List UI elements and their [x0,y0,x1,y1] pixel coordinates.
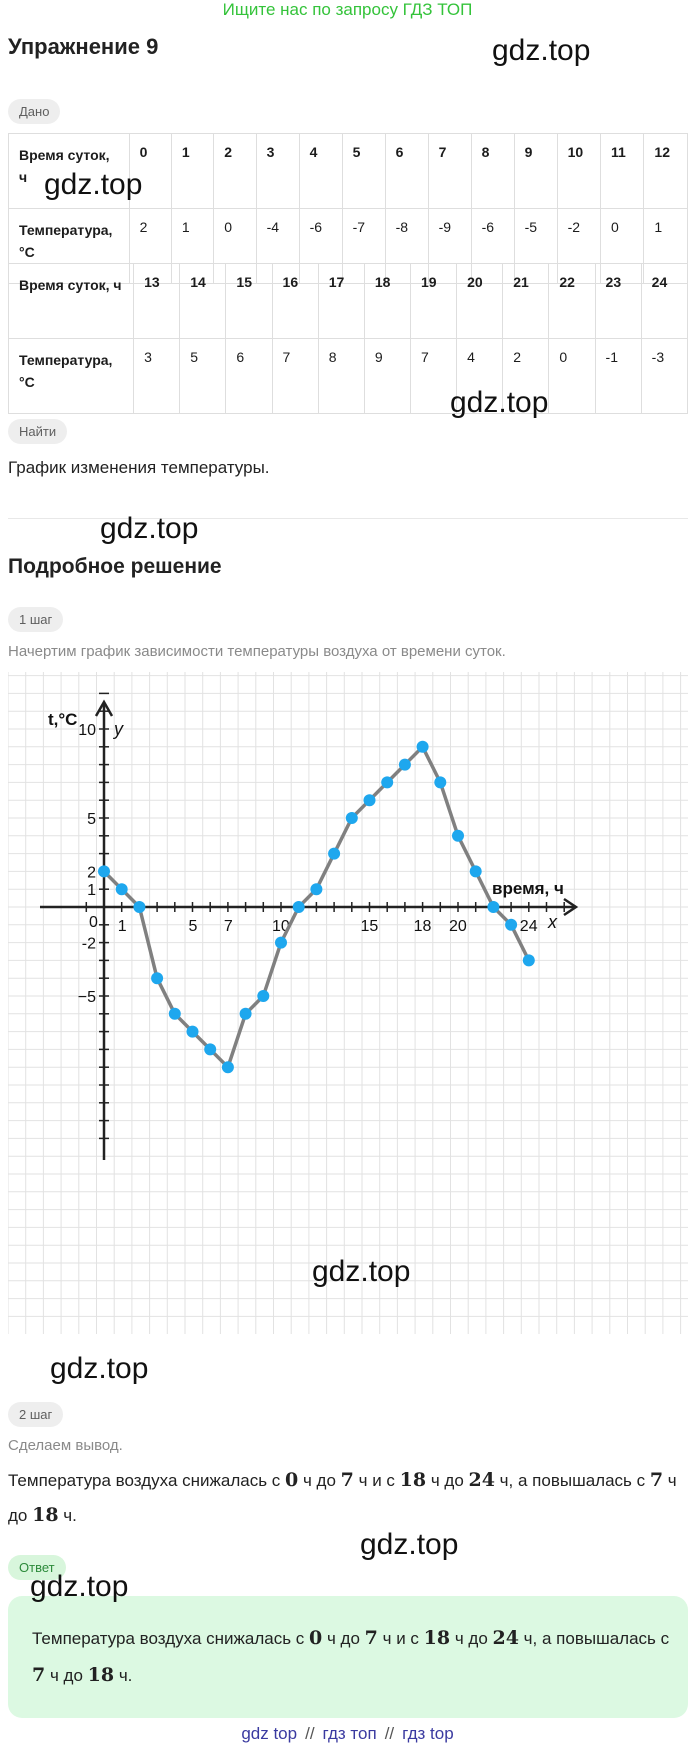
data-point [187,1026,199,1038]
table-cell: 7 [272,339,318,414]
watermark: gdz.top [50,1352,149,1385]
data-point [151,972,163,984]
table-cell: -5 [514,209,557,284]
x-tick-label: 1 [117,918,127,935]
watermark: gdz.top [492,34,591,67]
data-point [293,901,305,913]
watermark: gdz.top [100,512,199,545]
x-axis-letter: x [548,912,557,932]
watermark: gdz.top [450,386,549,419]
watermark: gdz.top [44,168,143,201]
footer-link-2[interactable]: гдз топ [322,1724,377,1743]
step-2-badge: 2 шаг [8,1402,63,1427]
x-tick-label: 7 [223,918,233,935]
table-cell: 4 [299,134,342,209]
footer-link-3[interactable]: гдз top [402,1724,454,1743]
y-tick-label: -2 [81,935,96,953]
given-badge: Дано [8,99,60,124]
x-tick-label: 20 [449,918,467,935]
y-tick-label: −5 [77,989,96,1006]
table-cell: 2 [129,209,171,284]
table-cell: 5 [180,339,226,414]
data-point [275,937,287,949]
data-point [487,901,499,913]
chart-tick-labels [48,710,564,1006]
table-cell: 3 [256,134,299,209]
table-cell: 2 [214,134,256,209]
table-cell: -3 [641,339,687,414]
table-cell: 17 [318,264,364,339]
data-point [346,812,358,824]
table-header-temperature: Температура, °C [9,209,130,284]
y-tick-label: 2 [87,864,96,882]
table-cell: 0 [214,209,256,284]
table-header-temperature: Температура, °C [9,339,134,414]
table-cell: 11 [601,134,644,209]
y-axis-letter: y [114,719,123,739]
find-text: График изменения температуры. [8,458,270,477]
origin-label: 0 [89,914,98,931]
table-cell: 2 [503,339,549,414]
data-table-2 [8,263,688,414]
x-tick-label: 18 [413,918,432,935]
table-cell: 10 [557,134,600,209]
data-table-1 [8,133,688,284]
data-point [452,830,464,842]
table-cell: 8 [471,134,514,209]
table-cell: -9 [428,209,471,284]
data-point [116,883,128,895]
table-cell: 12 [644,134,688,209]
footer-separator: // [384,1724,395,1743]
y-tick-label: 5 [87,811,96,828]
table-cell: 19 [410,264,456,339]
step-1-text: Начертим график зависимости температуры воздуха от времени суток. [8,643,506,660]
x-tick-label: 15 [360,918,379,935]
table-cell: 14 [180,264,226,339]
table-cell: 13 [134,264,180,339]
data-point [381,776,393,788]
x-axis-title: время, ч [492,879,564,898]
table-cell: -4 [256,209,299,284]
step-2-text: Сделаем вывод. [8,1437,123,1454]
table-cell: -6 [299,209,342,284]
x-tick-label: 24 [519,918,538,935]
table-header-time: Время суток, ч [9,264,134,339]
y-axis-title: t,°C [48,710,78,729]
table-cell: 0 [129,134,171,209]
table-cell: 21 [503,264,549,339]
temperature-chart [8,672,688,1334]
data-point [222,1061,234,1073]
data-point [399,759,411,771]
table-cell: -2 [557,209,600,284]
table-cell: 3 [134,339,180,414]
data-point [98,865,110,877]
solution-title: Подробное решение [8,555,222,578]
data-point [417,741,429,753]
data-point [257,990,269,1002]
data-point [204,1043,216,1055]
answer-text: Температура воздуха снижалась с 0 ч до 7 ч и с 18 ч до 24 ч, а повышалась с 7 ч до 18 ч. [32,1627,670,1686]
data-point [240,1008,252,1020]
data-point [328,848,340,860]
table-row [9,339,688,414]
table-cell: -6 [471,209,514,284]
table-cell: 22 [549,264,595,339]
data-point [133,901,145,913]
watermark: gdz.top [360,1528,459,1561]
table-cell: 18 [364,264,410,339]
table-cell: 23 [595,264,641,339]
table-header-time: Время суток, ч [9,134,130,209]
table-cell: 24 [641,264,687,339]
table-cell: 15 [226,264,272,339]
data-point [523,954,535,966]
table-cell: 0 [549,339,595,414]
find-badge: Найти [8,419,67,444]
footer-links [0,1724,695,1744]
page-title: Упражнение 9 [8,34,159,59]
table-cell: 1 [171,209,213,284]
table-cell: 7 [410,339,456,414]
data-point [364,794,376,806]
data-point [169,1008,181,1020]
step-1-badge: 1 шаг [8,607,63,632]
table-cell: 9 [514,134,557,209]
table-cell: 1 [644,209,688,284]
table-cell: -7 [342,209,385,284]
footer-separator: // [305,1724,315,1743]
footer-link-1[interactable]: gdz top [241,1724,298,1743]
table-cell: 7 [428,134,471,209]
table-cell: 20 [457,264,503,339]
table-cell: -1 [595,339,641,414]
watermark: gdz.top [30,1570,129,1603]
table-cell: 9 [364,339,410,414]
x-tick-label: 10 [272,918,290,935]
table-cell: 16 [272,264,318,339]
table-cell: 1 [171,134,213,209]
table-cell: 5 [342,134,385,209]
table-cell: 6 [385,134,428,209]
conclusion-text: Температура воздуха снижалась с 0 ч до 7 ч и с 18 ч до 24 ч, а повышалась с 7 ч до 18 ч. [8,1469,677,1526]
data-point [310,883,322,895]
table-cell: 6 [226,339,272,414]
top-banner[interactable]: Ищите нас по запросу ГДЗ ТОП [222,0,473,19]
answer-badge: Ответ [8,1555,66,1580]
data-point [470,865,482,877]
table-cell: 4 [457,339,503,414]
y-tick-label: 1 [87,882,96,900]
table-cell: 0 [601,209,644,284]
table-cell: 8 [318,339,364,414]
x-tick-label: 5 [188,918,198,935]
data-point [434,776,446,788]
table-cell: -8 [385,209,428,284]
watermark: gdz.top [312,1255,411,1288]
data-point [505,919,517,931]
chart-grid [8,672,688,1334]
table-row [9,264,688,339]
y-tick-label: 10 [78,722,96,739]
